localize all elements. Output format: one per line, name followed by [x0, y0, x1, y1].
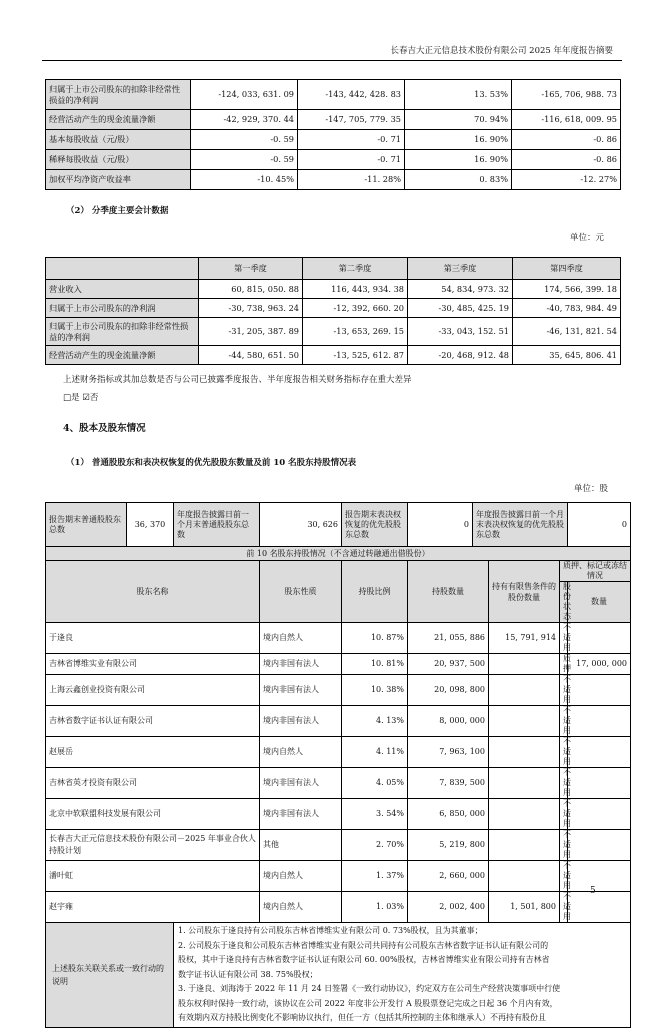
cell-prior-year: -0. 71: [298, 150, 405, 170]
row-label: 归属于上市公司股东的净利润: [46, 299, 199, 318]
table-row: [46, 299, 621, 318]
shareholder-ratio: 4. 13%: [342, 706, 408, 737]
table-row: [46, 737, 631, 768]
shareholder-status: 不适用: [560, 737, 568, 768]
shareholder-qty: 6, 850, 000: [408, 799, 489, 830]
header-shareholder-name: 股东名称: [46, 561, 260, 623]
shareholder-nature: 其他: [260, 830, 342, 861]
cell-two-years-ago: -12. 27%: [512, 170, 621, 190]
cell-change: 70. 94%: [405, 110, 512, 130]
shareholder-status: 不适用: [560, 830, 568, 861]
cell-prior-year: -0. 71: [298, 130, 405, 150]
shareholder-name: 北京中软联盟科技发展有限公司: [46, 799, 260, 830]
shareholder-restricted: [489, 861, 560, 892]
summary-value-prior-month-preferred: 0: [568, 503, 631, 547]
shareholder-ratio: 2. 70%: [342, 830, 408, 861]
header-nature: 股东性质: [260, 561, 342, 623]
shareholder-unit: 单位：股: [574, 484, 609, 494]
shareholder-ratio: 10. 87%: [342, 623, 408, 654]
cell-q1: 60, 815, 050. 88: [199, 280, 303, 299]
cell-two-years-ago: -116, 618, 009. 95: [512, 110, 621, 130]
shareholder-qty: 7, 839, 500: [408, 768, 489, 799]
header-ratio: 持股比例: [342, 561, 408, 623]
quarterly-data-table: [45, 257, 621, 365]
key-accounting-data-table: [45, 79, 621, 190]
header-q2: 第二季度: [303, 258, 408, 280]
shareholder-nature: 境内非国有法人: [260, 675, 342, 706]
shareholder-ratio: 4. 05%: [342, 768, 408, 799]
shareholder-qty: 21, 055, 886: [408, 623, 489, 654]
shareholder-ratio: 10. 38%: [342, 675, 408, 706]
variance-checkbox-line: □是 ☑否: [63, 393, 99, 403]
header-pledge-qty: 数量: [568, 582, 631, 623]
cell-q4: -40, 783, 984. 49: [513, 299, 621, 318]
shareholder-nature: 境内非国有法人: [260, 706, 342, 737]
cell-q1: -44, 580, 651. 50: [199, 346, 303, 365]
shareholder-name: 吉林省英才投资有限公司: [46, 768, 260, 799]
quarterly-heading: （2） 分季度主要会计数据: [66, 206, 169, 216]
shareholder-pledge-qty: [568, 892, 631, 923]
header-q3: 第三季度: [408, 258, 513, 280]
shareholder-qty: 20, 098, 800: [408, 675, 489, 706]
summary-value-preferred-holders: 0: [408, 503, 473, 547]
shareholder-qty: 8, 000, 000: [408, 706, 489, 737]
report-header-title: 长春吉大正元信息技术股份有限公司 2025 年年度报告摘要: [390, 46, 613, 56]
table-row: [46, 654, 631, 675]
top10-title-row: [46, 547, 631, 561]
relation-line: 数字证书认证有限公司 38. 75%股权；: [178, 969, 318, 979]
cell-two-years-ago: -165, 706, 988. 73: [512, 80, 621, 110]
table-row: [46, 768, 631, 799]
shareholder-nature: 境内自然人: [260, 892, 342, 923]
cell-change: 16. 90%: [405, 150, 512, 170]
cell-change: 0. 83%: [405, 170, 512, 190]
row-label: 稀释每股收益（元/股）: [46, 150, 191, 170]
shareholder-nature: 境内自然人: [260, 623, 342, 654]
cell-q3: -30, 485, 425. 19: [408, 299, 513, 318]
header-share-status: 股份状态: [560, 582, 568, 623]
shareholder-nature: 境内自然人: [260, 861, 342, 892]
shareholder-name: 上海云鑫创业投资有限公司: [46, 675, 260, 706]
cell-two-years-ago: -0. 86: [512, 130, 621, 150]
shareholder-ratio: 4. 11%: [342, 737, 408, 768]
cell-q1: -30, 738, 963. 24: [199, 299, 303, 318]
table-row: [46, 110, 621, 130]
shareholder-restricted: [489, 675, 560, 706]
shareholder-nature: 境内非国有法人: [260, 654, 342, 675]
cell-current-year: -0. 59: [191, 150, 298, 170]
table-row: [46, 861, 631, 892]
summary-label-common-holders: 报告期末普通股股东总数: [46, 503, 127, 547]
table-header-row: [46, 561, 631, 582]
section-4-title: 4、股本及股东情况: [63, 423, 146, 434]
cell-q2: 116, 443, 934. 38: [303, 280, 408, 299]
header-divider: [42, 60, 622, 61]
relation-line: 3. 于逢良、刘海涛于 2022 年 11 月 24 日签署《一致行动协议》，约定双方在公司生产经营决策事项中行使: [178, 984, 561, 993]
quarterly-unit: 单位：元: [570, 233, 605, 243]
table-row: [46, 80, 621, 110]
shareholder-status: 不适用: [560, 799, 568, 830]
shareholder-pledge-qty: [568, 861, 631, 892]
header-pledge: 质押、标记或冻结情况: [560, 561, 631, 582]
shareholder-name: 潘叶虹: [46, 861, 260, 892]
shareholder-nature: 境内非国有法人: [260, 799, 342, 830]
shareholder-ratio: 1. 03%: [342, 892, 408, 923]
shareholder-nature: 境内自然人: [260, 737, 342, 768]
shareholder-pledge-qty: [568, 737, 631, 768]
shareholder-qty: 2, 002, 400: [408, 892, 489, 923]
summary-label-prior-month-preferred: 年度报告披露日前一个月末表决权恢复的优先股股东总数: [473, 503, 568, 547]
shareholder-pledge-qty: [568, 830, 631, 861]
shareholder-restricted: [489, 737, 560, 768]
shareholder-restricted: 15, 791, 914: [489, 623, 560, 654]
shareholder-restricted: [489, 706, 560, 737]
table-row: [46, 892, 631, 923]
shareholder-pledge-qty: [568, 675, 631, 706]
cell-q4: 35, 645, 806. 41: [513, 346, 621, 365]
shareholder-restricted: [489, 799, 560, 830]
shareholder-restricted: [489, 768, 560, 799]
cell-q3: 54, 834, 973. 32: [408, 280, 513, 299]
cell-q2: -12, 392, 660. 20: [303, 299, 408, 318]
cell-prior-year: -11. 28%: [298, 170, 405, 190]
shareholder-status: 不适用: [560, 675, 568, 706]
table-header-row: [46, 258, 621, 280]
relation-line: 有效期内双方持股比例变化不影响协议执行，但任一方（包括其所控制的主体和继承人）不再持有股份且: [178, 1013, 546, 1022]
page-number: 5: [590, 886, 596, 896]
table-row: [46, 706, 631, 737]
header-restricted: 持有有限售条件的股份数量: [489, 561, 560, 623]
header-quantity: 持股数量: [408, 561, 489, 623]
table-row: [46, 130, 621, 150]
shareholders-table: [45, 502, 631, 1028]
shareholder-name: 吉林省博维实业有限公司: [46, 654, 260, 675]
cell-prior-year: -143, 442, 428. 83: [298, 80, 405, 110]
shareholder-pledge-qty: [568, 623, 631, 654]
table-row: [46, 318, 621, 346]
row-label: 加权平均净资产收益率: [46, 170, 191, 190]
cell-q4: -46, 131, 821. 54: [513, 318, 621, 346]
shareholder-restricted: [489, 654, 560, 675]
shareholder-status: 质押: [560, 654, 568, 675]
cell-q2: -13, 653, 269. 15: [303, 318, 408, 346]
shareholder-name: 吉林省数字证书认证有限公司: [46, 706, 260, 737]
summary-row: [46, 503, 631, 547]
table-row: [46, 830, 631, 861]
cell-change: 16. 90%: [405, 130, 512, 150]
cell-current-year: -124, 033, 631. 09: [191, 80, 298, 110]
shareholder-ratio: 1. 37%: [342, 861, 408, 892]
shareholder-pledge-qty: [568, 799, 631, 830]
cell-current-year: -42, 929, 370. 44: [191, 110, 298, 130]
shareholder-ratio: 3. 54%: [342, 799, 408, 830]
shareholder-ratio: 10. 81%: [342, 654, 408, 675]
shareholder-status: 不适用: [560, 861, 568, 892]
relation-row: [46, 923, 631, 1028]
relation-label: 上述股东关联关系或一致行动的说明: [46, 923, 174, 1028]
shareholder-qty: 7, 963, 100: [408, 737, 489, 768]
shareholder-status: 不适用: [560, 706, 568, 737]
summary-label-prior-month-holders: 年度报告披露日前一个月末普通股股东总数: [174, 503, 260, 547]
row-label: 归属于上市公司股东的扣除非经常性损益的净利润: [46, 318, 199, 346]
cell-q2: -13, 525, 612. 87: [303, 346, 408, 365]
cell-q3: -33, 043, 152. 51: [408, 318, 513, 346]
shareholder-restricted: [489, 830, 560, 861]
shareholder-qty: 5, 219, 800: [408, 830, 489, 861]
shareholder-qty: 2, 660, 000: [408, 861, 489, 892]
summary-value-prior-month-holders: 30, 626: [260, 503, 342, 547]
row-label: 基本每股收益（元/股）: [46, 130, 191, 150]
table-row: [46, 675, 631, 706]
cell-q1: -31, 205, 387. 89: [199, 318, 303, 346]
cell-q3: -20, 468, 912. 48: [408, 346, 513, 365]
top10-title: 前 10 名股东持股情况（不含通过转融通出借股份）: [46, 547, 631, 561]
shareholder-pledge-qty: [568, 768, 631, 799]
cell-q4: 174, 566, 399. 18: [513, 280, 621, 299]
row-label: 经营活动产生的现金流量净额: [46, 110, 191, 130]
shareholder-name: 赵宇雍: [46, 892, 260, 923]
header-q4: 第四季度: [513, 258, 621, 280]
summary-label-preferred-holders: 报告期末表决权恢复的优先股股东总数: [342, 503, 408, 547]
shareholder-qty: 20, 937, 500: [408, 654, 489, 675]
row-label: 经营活动产生的现金流量净额: [46, 346, 199, 365]
shareholder-restricted: 1, 501, 800: [489, 892, 560, 923]
table-row: [46, 799, 631, 830]
cell-current-year: -0. 59: [191, 130, 298, 150]
section-4-subtitle: （1） 普通股股东和表决权恢复的优先股股东数量及前 10 名股东持股情况表: [66, 458, 357, 468]
cell-change: 13. 53%: [405, 80, 512, 110]
table-row: [46, 150, 621, 170]
shareholder-nature: 境内非国有法人: [260, 768, 342, 799]
shareholder-pledge-qty: 17, 000, 000: [568, 654, 631, 675]
shareholder-name: 于逢良: [46, 623, 260, 654]
shareholder-status: 不适用: [560, 623, 568, 654]
shareholder-status: 不适用: [560, 892, 568, 923]
header-blank: [46, 258, 199, 280]
table-row: [46, 280, 621, 299]
cell-current-year: -10. 45%: [191, 170, 298, 190]
table-row: [46, 623, 631, 654]
shareholder-pledge-qty: [568, 706, 631, 737]
quarterly-variance-note: 上述财务指标或其加总数是否与公司已披露季度报告、半年度报告相关财务指标存在重大差异: [63, 375, 412, 385]
table-row: [46, 346, 621, 365]
relation-description: [174, 923, 631, 1028]
header-q1: 第一季度: [199, 258, 303, 280]
row-label: 归属于上市公司股东的扣除非经常性损益的净利润: [46, 80, 191, 110]
shareholder-status: 不适用: [560, 768, 568, 799]
cell-two-years-ago: -0. 86: [512, 150, 621, 170]
summary-value-common-holders: 36, 370: [127, 503, 174, 547]
shareholder-name: 赵展岳: [46, 737, 260, 768]
row-label: 营业收入: [46, 280, 199, 299]
relation-line: 2. 公司股东于逢良和公司股东吉林省博维实业有限公司共同持有公司股东吉林省数字证书认证有限公司的: [178, 940, 549, 950]
cell-prior-year: -147, 705, 779. 35: [298, 110, 405, 130]
relation-line: 股权，其中于逢良持有吉林省数字证书认证有限公司 60. 00%股权，吉林省博维实业有限公司持有吉林省: [178, 955, 550, 964]
shareholder-name: 长春吉大正元信息技术股份有限公司－2025 年事业合伙人持股计划: [46, 830, 260, 861]
relation-line: 1. 公司股东于逢良持有公司股东吉林省博维实业有限公司 0. 73%股权，且为其董事；: [178, 926, 483, 935]
relation-line: 股东权利时保持一致行动，该协议在公司 2022 年度非公开发行 A 股股票登记完成之日起 36 个月内有效，: [178, 998, 558, 1008]
table-row: [46, 170, 621, 190]
